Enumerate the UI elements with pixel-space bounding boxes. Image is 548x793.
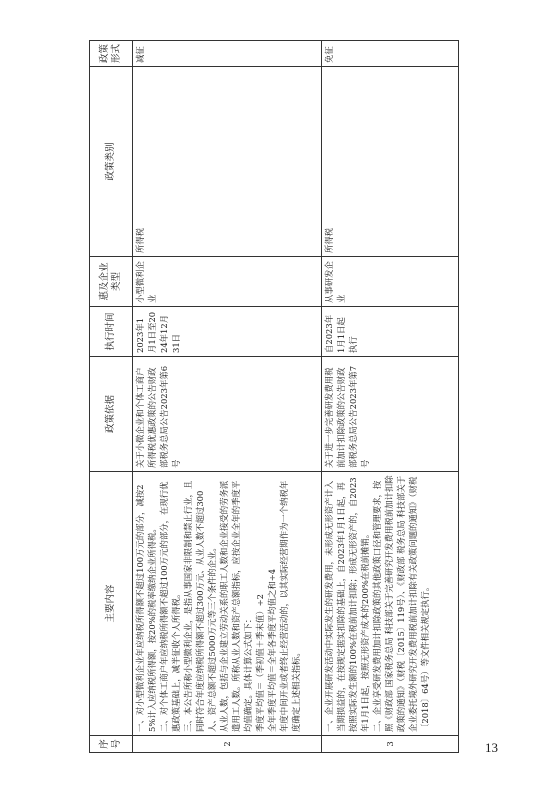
- header-content: 主要内容: [90, 472, 133, 736]
- table-row: [133, 41, 322, 753]
- row-category: 所得税: [133, 67, 322, 257]
- header-seq: 序号: [90, 736, 133, 753]
- row-category: 所得税: [322, 67, 459, 257]
- row-basis: 关于进一步完善研发费用税前加计扣除政策的公告财政部税务总局公告2023年第7号: [322, 357, 459, 472]
- header-period: 执行时间: [90, 307, 133, 357]
- header-row: [90, 41, 133, 753]
- row-form: 减征: [133, 41, 322, 67]
- row-period: 2023年1月1日至2024年12月31日: [133, 307, 322, 357]
- row-content: 一、企业开展研发活动中实际发生的研发费用，未形成无形资产计入当期损益的，在按规定据实扣除的基础上，自2023年1月1日起，再按照实际发生额的100%在税前加计扣除；形成无形资产的，自2023年1月1日起，按照无形资产成本的200%在税前摊销。 二、企业享受研发费用加计扣除政策的其他政策口径和管理要求，按照《财政部 国家税务总局 科技部关于完善研究开发费用税前加计扣除政策的通知》（财税〔2015〕119号）、《财政部 税务总局 科技部关于企业委托境外研究开发费用税前加计扣除有关政策问题的通知》（财税〔2018〕64号）等文件相关规定执行。: [322, 472, 459, 736]
- table-row: [322, 41, 459, 753]
- policy-table: [89, 40, 459, 753]
- row-basis: 关于小微企业和个体工商户所得税优惠政策的公告财政部税务总局公告2023年第6号: [133, 357, 322, 472]
- row-target: 从事研发企业: [322, 257, 459, 307]
- header-target: 惠及企业类型: [90, 257, 133, 307]
- row-target: 小型微利企业: [133, 257, 322, 307]
- header-basis: 政策依据: [90, 357, 133, 472]
- row-form: 免征: [322, 41, 459, 67]
- row-content: 一、对小型微利企业年应纳税所得额不超过100万元的部分，减按25%计入应纳税所得额，按20%的税率缴纳企业所得税。 二、对个体工商户年应纳税所得额不超过100万元的部分，在现行优惠政策基础上，减半征收个人所得税。 三、本公告所称小型微利企业，是指从事国家非限制和禁止行业，且同时符合年度应纳税所得额不超过300万元、从业人数不超过300人、资产总额不超过5000万元等三个条件的企业。 从业人数，包括与企业建立劳动关系的职工人数和企业接受的劳务派遣用工人数。所称从业人数和资产总额指标，应按企业全年的季度平均值确定。具体计算公式如下： 季度平均值＝（季初值＋季末值）÷2 全年季度平均值＝全年各季度平均值之和÷4 年度中间开业或者终止经营活动的，以其实际经营期作为一个纳税年度确定上述相关指标。: [133, 472, 322, 736]
- row-seq: 3: [322, 736, 459, 753]
- row-period: 自2023年1月1日起执行: [322, 307, 459, 357]
- header-form: 政策形式: [90, 41, 133, 67]
- page-number: 13: [485, 740, 498, 755]
- rotated-table-wrapper: [89, 41, 459, 753]
- header-category: 政策类别: [90, 67, 133, 257]
- row-seq: 2: [133, 736, 322, 753]
